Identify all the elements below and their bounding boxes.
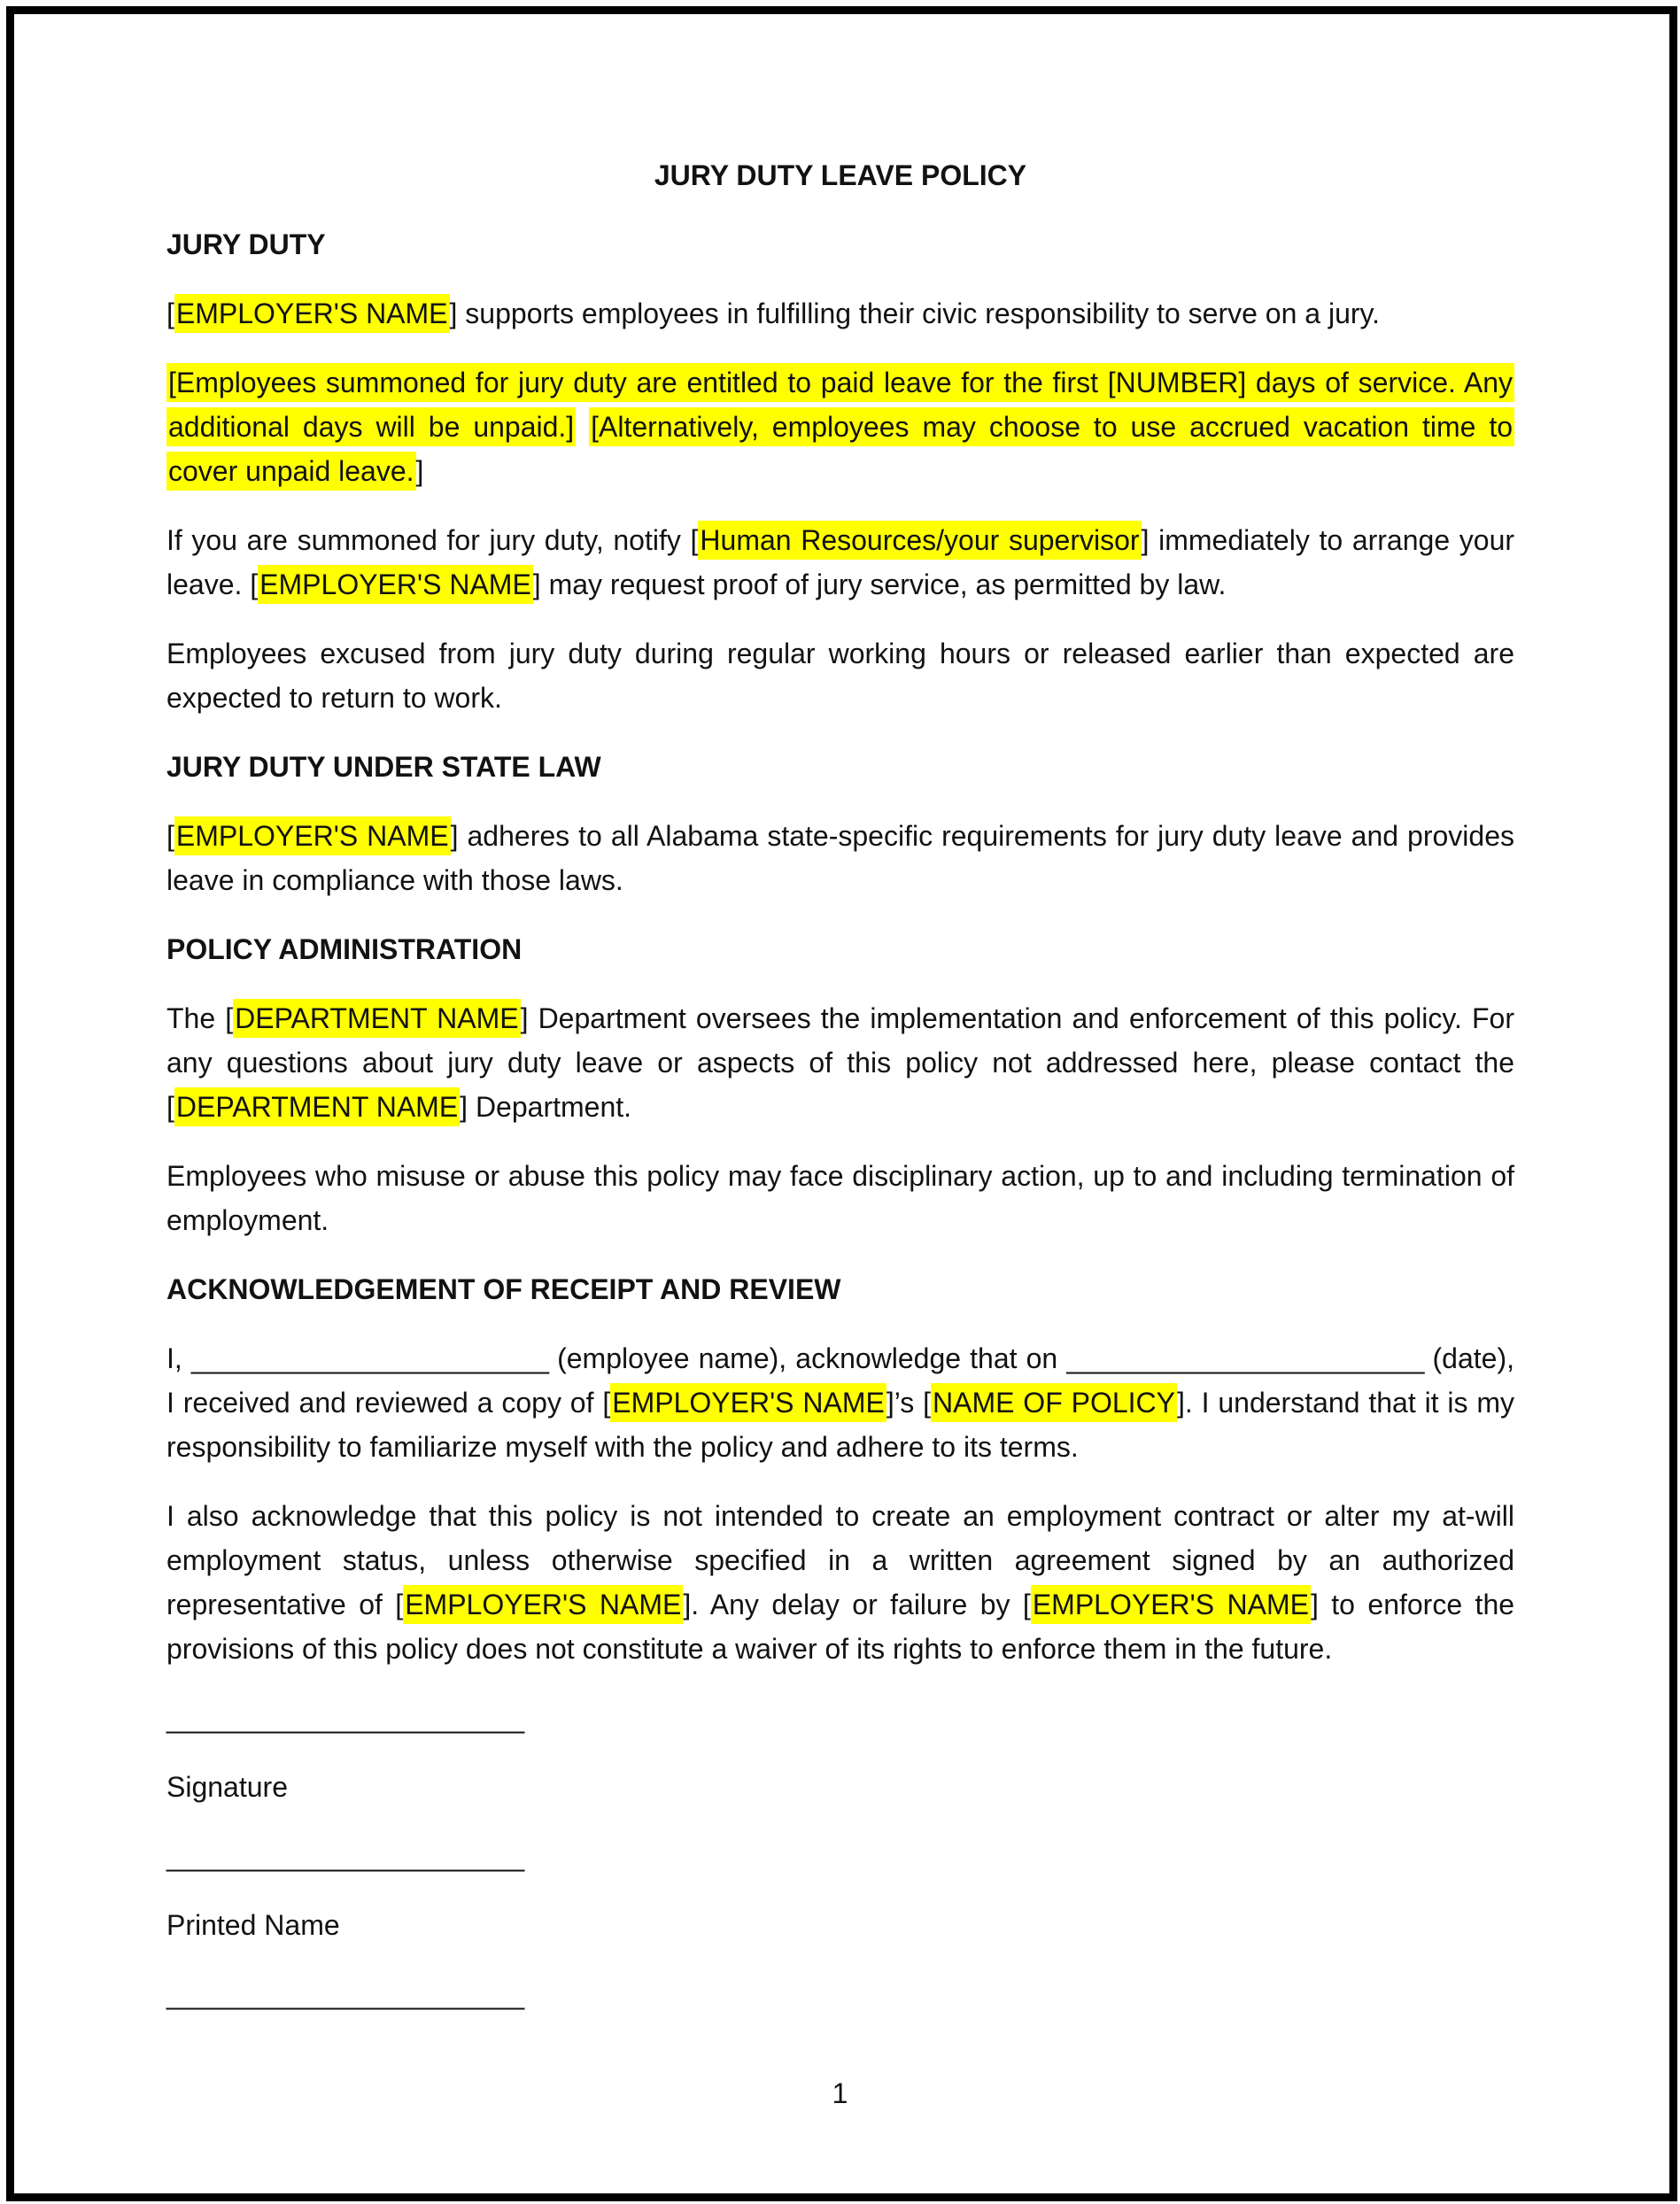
printed-name-blank-line bbox=[166, 1834, 1514, 1878]
signature-label: Signature bbox=[166, 1771, 288, 1803]
section-heading-acknowledgement: ACKNOWLEDGEMENT OF RECEIPT AND REVIEW bbox=[166, 1273, 841, 1305]
text-segment: ] Department oversees the implementation and enforcement of this policy. For any questions about jury duty leave or aspects of this policy not addressed here, please contact the [ bbox=[166, 1002, 1515, 1123]
text-segment: ] immediately to arrange your leave. [ bbox=[166, 524, 1515, 600]
text-segment: [ bbox=[166, 820, 174, 852]
text-segment: (employee name), acknowledge that on bbox=[548, 1342, 1067, 1374]
text-segment: ] bbox=[415, 455, 424, 487]
paragraph-at-will-disclaimer bbox=[166, 1494, 1514, 1671]
page-number: 1 bbox=[832, 2077, 848, 2109]
text-segment: ]. Any delay or failure by [ bbox=[683, 1589, 1031, 1620]
printed-name-label: Printed Name bbox=[166, 1909, 340, 1941]
paragraph-return-to-work: Employees excused from jury duty during regular working hours or released earlier than expected are expected to return to work. bbox=[166, 638, 1514, 714]
date-line: ________________________ bbox=[166, 1978, 524, 2010]
date-blank-line bbox=[166, 1972, 1514, 2016]
date-blank: ________________________ bbox=[1066, 1342, 1424, 1374]
text-segment: I, bbox=[166, 1342, 191, 1374]
text-segment: [ bbox=[166, 298, 174, 329]
paragraph-misuse-discipline: Employees who misuse or abuse this policy may face disciplinary action, up to and including termination of employment. bbox=[166, 1160, 1514, 1236]
paragraph-department-oversight bbox=[166, 996, 1514, 1129]
placeholder-highlight-employer-name: EMPLOYER'S NAME bbox=[258, 565, 533, 604]
employee-name-blank: ________________________ bbox=[190, 1342, 548, 1374]
placeholder-highlight-employer-name: EMPLOYER'S NAME bbox=[174, 816, 451, 855]
placeholder-highlight-department-name: DEPARTMENT NAME bbox=[174, 1087, 460, 1126]
paragraph-employer-support bbox=[166, 291, 1514, 336]
text-segment: ] to enforce the provisions of this policy does not constitute a waiver of its rights to enforce them in the future. bbox=[166, 1589, 1515, 1665]
text-segment: ] supports employees in fulfilling their civic responsibility to serve on a jury. bbox=[449, 298, 1381, 329]
text-segment: If you are summoned for jury duty, notify [ bbox=[166, 524, 699, 556]
paragraph-state-compliance bbox=[166, 814, 1514, 902]
text-segment: ] may request proof of jury service, as permitted by law. bbox=[532, 568, 1227, 600]
placeholder-highlight-vacation-clause: [Alternatively, employees may choose to use accrued vacation time to cover unpaid leave. bbox=[166, 407, 1514, 491]
document-title: JURY DUTY LEAVE POLICY bbox=[654, 159, 1027, 191]
placeholder-highlight-employer-name: EMPLOYER'S NAME bbox=[1031, 1585, 1311, 1624]
text-segment bbox=[576, 411, 589, 443]
placeholder-highlight-department-name: DEPARTMENT NAME bbox=[233, 999, 520, 1038]
printed-name-line: ________________________ bbox=[166, 1840, 524, 1872]
signature-line: ________________________ bbox=[166, 1702, 524, 1734]
text-segment: I also acknowledge that this policy is not intended to create an employment contract or alter my at-will employment status, unless otherwise specified in a written agreement signed by an authorized representative of [ bbox=[166, 1500, 1514, 1620]
text-segment: ] adheres to all Alabama state-specific requirements for jury duty leave and provides leave in compliance with those laws. bbox=[166, 820, 1515, 896]
text-segment: The [ bbox=[166, 1002, 234, 1034]
text-segment: (date), I received and reviewed a copy of [ bbox=[166, 1342, 1515, 1419]
text-segment: ]’s [ bbox=[886, 1387, 931, 1419]
section-heading-state-law: JURY DUTY UNDER STATE LAW bbox=[166, 751, 601, 783]
placeholder-highlight-hr-supervisor: Human Resources/your supervisor bbox=[698, 521, 1141, 560]
document-body bbox=[166, 153, 1514, 2041]
placeholder-highlight-employer-name: EMPLOYER'S NAME bbox=[174, 294, 450, 333]
text-segment: ] Department. bbox=[460, 1091, 632, 1123]
placeholder-highlight-paid-leave-clause: [Employees summoned for jury duty are entitled to paid leave for the first [NUMBER] days of service. Any additional days will be unpaid.] bbox=[166, 363, 1514, 446]
section-heading-policy-administration: POLICY ADMINISTRATION bbox=[166, 933, 523, 965]
section-heading-jury-duty: JURY DUTY bbox=[166, 228, 326, 260]
placeholder-highlight-policy-name: NAME OF POLICY bbox=[931, 1383, 1177, 1422]
paragraph-notification bbox=[166, 518, 1514, 607]
paragraph-paid-leave-options bbox=[166, 360, 1514, 493]
placeholder-highlight-employer-name: EMPLOYER'S NAME bbox=[403, 1585, 683, 1624]
paragraph-acknowledgement bbox=[166, 1336, 1514, 1469]
signature-blank-line bbox=[166, 1696, 1514, 1740]
text-segment: ]. I understand that it is my responsibility to familiarize myself with the policy and adhere to its terms. bbox=[166, 1387, 1515, 1463]
placeholder-highlight-employer-name: EMPLOYER'S NAME bbox=[610, 1383, 886, 1422]
